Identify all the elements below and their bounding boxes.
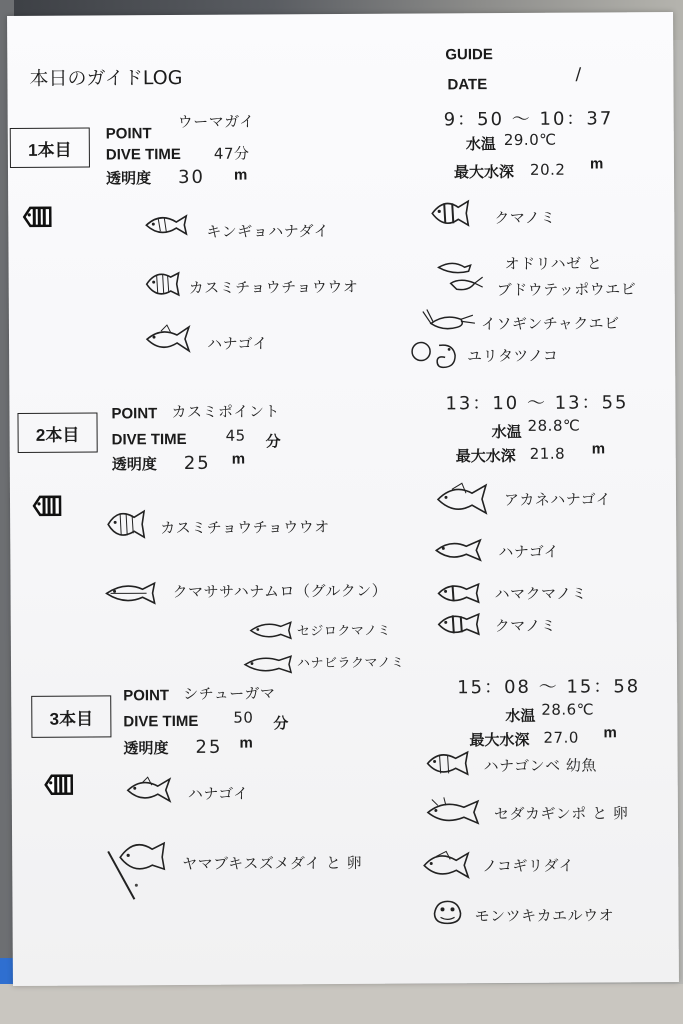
- butterflyfish-stamp-icon: [42, 770, 76, 800]
- dive-3-number: 3本目: [49, 709, 94, 729]
- guide-label: GUIDE: [445, 46, 493, 64]
- dive-2-temp-value: 28.8℃: [527, 416, 581, 435]
- dive-2-time-range: 13：10 〜 13：55: [445, 392, 629, 415]
- dive-1-right-fish-1: クマノミ: [494, 208, 556, 228]
- dive-3-divetime-unit: 分: [273, 715, 289, 733]
- dive-1-right-fish-4: イソギンチャクエビ: [480, 314, 620, 334]
- dive-3-point-value: シチューガマ: [183, 684, 276, 703]
- fish-sketch-icon: [435, 609, 483, 639]
- dive-3-depth-label: 最大水深: [469, 731, 530, 750]
- dive-2-right-fish-4: クマノミ: [494, 616, 557, 636]
- background-bottom: [0, 984, 683, 1024]
- dive-3-temp-value: 28.6℃: [541, 700, 595, 719]
- dive-2-left-fish-4: ハナビラクマノミ: [296, 655, 405, 672]
- shrimp-sketch-icon: [421, 307, 477, 337]
- dive-1-point-value: ウーマガイ: [177, 112, 255, 132]
- dive-1-visibility-value: 30: [177, 166, 206, 189]
- dive-3-time-range: 15：08 〜 15：58: [457, 676, 641, 699]
- fish-sketch-icon: [434, 579, 482, 607]
- dive-1-visibility-label: 透明度: [105, 170, 152, 188]
- dive-2-left-fish-1: カスミチョウチョウウオ: [160, 518, 330, 538]
- date-label: DATE: [447, 76, 488, 94]
- dive-1-number: 1本目: [28, 140, 72, 160]
- dive-2-visibility-label: 透明度: [111, 456, 157, 474]
- dive-1-divetime-label: DIVE TIME: [105, 145, 181, 164]
- dive-3-left-fish-2: ヤマブキスズメダイ と 卵: [182, 853, 363, 873]
- dive-2-temp-label: 水温: [491, 423, 522, 442]
- fish-sketch-icon: [106, 833, 170, 903]
- dive-3-temp-label: 水温: [505, 707, 536, 726]
- dive-3-left-fish-1: ハナゴイ: [187, 784, 249, 803]
- date-value: /: [575, 64, 583, 85]
- dive-1-visibility-unit: m: [233, 166, 248, 184]
- page-title: 本日のガイドLOG: [29, 66, 183, 90]
- fish-sketch-icon: [241, 652, 295, 676]
- fish-sketch-icon: [104, 505, 150, 543]
- dive-1-temp-label: 水温: [465, 136, 496, 154]
- dive-3-right-fish-1: ハナゴンベ 幼魚: [483, 756, 597, 776]
- butterflyfish-stamp-icon: [20, 202, 54, 232]
- seahorse-sketch-icon: [409, 337, 461, 375]
- butterflyfish-stamp-icon: [30, 491, 64, 521]
- dive-1-right-fish-3: ブドウテッポウエビ: [496, 280, 637, 300]
- dive-2-right-fish-3: ハマクマノミ: [494, 584, 588, 604]
- dive-1-depth-label: 最大水深: [453, 163, 515, 182]
- dive-1-temp-value: 29.0℃: [503, 130, 557, 150]
- dive-1-depth-value: 20.2: [529, 160, 566, 179]
- dive-3-badge: [31, 695, 111, 737]
- dive-2-badge: [17, 412, 97, 452]
- dive-1-left-fish-2: カスミチョウチョウウオ: [188, 277, 359, 297]
- dive-1-left-fish-1: キンギョハナダイ: [206, 222, 330, 241]
- dive-1-divetime-value: 47分: [213, 144, 250, 163]
- dive-3-right-fish-3: ノコギリダイ: [482, 856, 575, 876]
- dive-2-depth-unit: m: [591, 440, 606, 458]
- frogfish-sketch-icon: [430, 897, 464, 927]
- fish-sketch-icon: [420, 847, 472, 883]
- dive-1-time-range: 9：50 〜 10：37: [443, 108, 614, 131]
- dive-2-visibility-unit: m: [231, 450, 246, 468]
- dive-1-point-label: POINT: [105, 125, 152, 143]
- dive-2-divetime-value: 45: [225, 426, 246, 445]
- fish-sketch-icon: [102, 577, 158, 609]
- dive-2-right-fish-2: ハナゴイ: [498, 542, 560, 562]
- dive-2-number: 2本目: [35, 425, 80, 445]
- dive-2-point-label: POINT: [111, 405, 158, 423]
- dive-1-right-fish-2: オドリハゼ と: [504, 254, 603, 274]
- dive-2-left-fish-3: セジロクマノミ: [296, 623, 391, 640]
- fish-sketch-icon: [142, 210, 190, 240]
- dive-2-right-fish-1: アカネハナゴイ: [503, 490, 612, 510]
- dive-2-divetime-label: DIVE TIME: [111, 430, 187, 449]
- dive-3-visibility-value: 25: [195, 736, 223, 758]
- fish-sketch-icon: [424, 747, 472, 779]
- dive-2-left-fish-2: クマササハナムロ（グルクン）: [172, 581, 388, 602]
- log-sheet: [7, 12, 679, 986]
- fish-sketch-icon: [434, 479, 490, 519]
- dive-3-depth-unit: m: [603, 724, 617, 742]
- dive-3-right-fish-4: モンツキカエルウオ: [474, 906, 615, 926]
- dive-3-visibility-unit: m: [239, 734, 253, 752]
- dive-1-depth-unit: m: [589, 155, 604, 173]
- shrimp-sketch-icon: [435, 257, 487, 297]
- dive-3-divetime-label: DIVE TIME: [123, 712, 199, 731]
- dive-1-left-fish-3: ハナゴイ: [206, 334, 269, 353]
- fish-sketch-icon: [143, 321, 193, 357]
- dive-2-depth-value: 21.8: [529, 444, 566, 463]
- dive-3-visibility-label: 透明度: [123, 740, 169, 758]
- dive-3-divetime-value: 50: [233, 708, 254, 727]
- fish-sketch-icon: [428, 195, 474, 231]
- dive-3-point-label: POINT: [123, 687, 170, 705]
- fish-sketch-icon: [124, 773, 174, 807]
- fish-sketch-icon: [247, 618, 295, 642]
- dive-2-divetime-unit: 分: [265, 433, 281, 451]
- dive-1-badge: [10, 128, 90, 168]
- fish-sketch-icon: [424, 795, 482, 829]
- fish-sketch-icon: [432, 535, 484, 565]
- dive-1-right-fish-5: ユリタツノコ: [467, 346, 559, 366]
- dive-3-depth-value: 27.0: [543, 728, 579, 747]
- fish-sketch-icon: [143, 267, 183, 301]
- dive-3-right-fish-2: セダカギンポ と 卵: [493, 804, 629, 824]
- dive-2-visibility-value: 25: [183, 452, 211, 474]
- dive-2-depth-label: 最大水深: [455, 447, 516, 466]
- dive-2-point-value: カスミポイント: [171, 402, 281, 422]
